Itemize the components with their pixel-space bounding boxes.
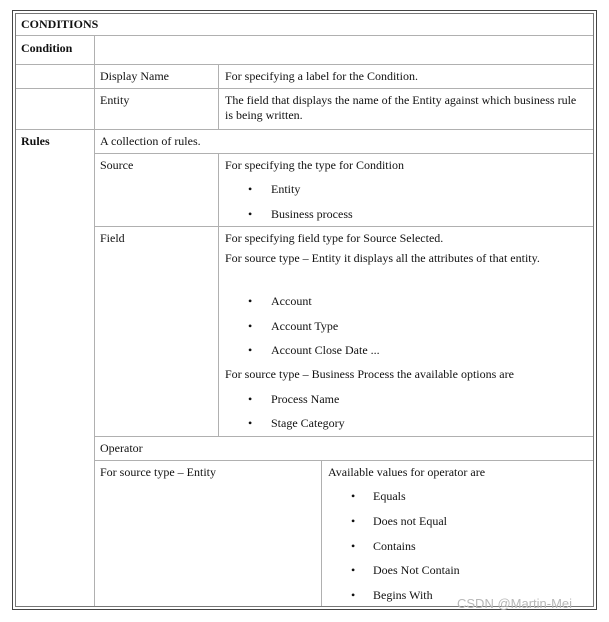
grid-line xyxy=(218,64,219,129)
display-name-desc: For specifying a label for the Condition. xyxy=(225,69,418,83)
grid-line xyxy=(321,460,322,606)
source-cell: Source xyxy=(100,158,134,172)
display-name-cell: Display Name xyxy=(100,69,169,83)
bullet-icon: • xyxy=(351,588,356,602)
bullet-icon: • xyxy=(248,343,253,357)
grid-line xyxy=(94,226,593,227)
bullet-icon: • xyxy=(248,416,253,430)
grid-line xyxy=(218,153,219,436)
conditions-table xyxy=(12,10,597,610)
field-desc: For specifying field type for Source Selected. xyxy=(225,231,444,245)
grid-line xyxy=(94,153,593,154)
list-item: Does not Equal xyxy=(373,514,447,528)
rules-summary: A collection of rules. xyxy=(100,134,201,148)
operator-cell: Operator xyxy=(100,441,143,455)
list-item: Business process xyxy=(271,207,353,221)
operator-values-intro: Available values for operator are xyxy=(328,465,486,479)
list-item: Account Close Date ... xyxy=(271,343,380,357)
field-entity-intro: For source type – Entity it displays all the attributes of that entity. xyxy=(225,251,540,265)
bullet-icon: • xyxy=(351,539,356,553)
bullet-icon: • xyxy=(351,514,356,528)
field-process-intro: For source type – Business Process the available options are xyxy=(225,367,514,381)
bullet-icon: • xyxy=(351,563,356,577)
grid-line xyxy=(16,64,593,65)
list-item: Begins With xyxy=(373,588,433,602)
list-item: Does Not Contain xyxy=(373,563,460,577)
grid-line xyxy=(94,35,95,606)
rules-label: Rules xyxy=(21,134,50,148)
bullet-icon: • xyxy=(248,182,253,196)
grid-line xyxy=(16,88,593,89)
list-item: Entity xyxy=(271,182,301,196)
grid-line xyxy=(94,436,593,437)
table-title: CONDITIONS xyxy=(21,17,99,31)
condition-label: Condition xyxy=(21,41,73,55)
list-item: Stage Category xyxy=(271,416,345,430)
source-desc: For specifying the type for Condition xyxy=(225,158,404,172)
bullet-icon: • xyxy=(351,489,356,503)
field-cell: Field xyxy=(100,231,125,245)
grid-line xyxy=(94,460,593,461)
grid-line xyxy=(16,35,593,36)
grid-line xyxy=(16,129,593,130)
entity-cell: Entity xyxy=(100,93,130,107)
bullet-icon: • xyxy=(248,319,253,333)
table-inner-border xyxy=(15,13,594,607)
operator-entity-label: For source type – Entity xyxy=(100,465,216,479)
list-item: Contains xyxy=(373,539,416,553)
list-item: Equals xyxy=(373,489,406,503)
list-item: Account Type xyxy=(271,319,339,333)
bullet-icon: • xyxy=(248,392,253,406)
list-item: Account xyxy=(271,294,312,308)
list-item: Process Name xyxy=(271,392,340,406)
entity-desc: The field that displays the name of the Entity against which business rule is being written. xyxy=(225,93,577,122)
watermark: CSDN @Martin-Mei xyxy=(457,596,573,611)
bullet-icon: • xyxy=(248,207,253,221)
bullet-icon: • xyxy=(248,294,253,308)
